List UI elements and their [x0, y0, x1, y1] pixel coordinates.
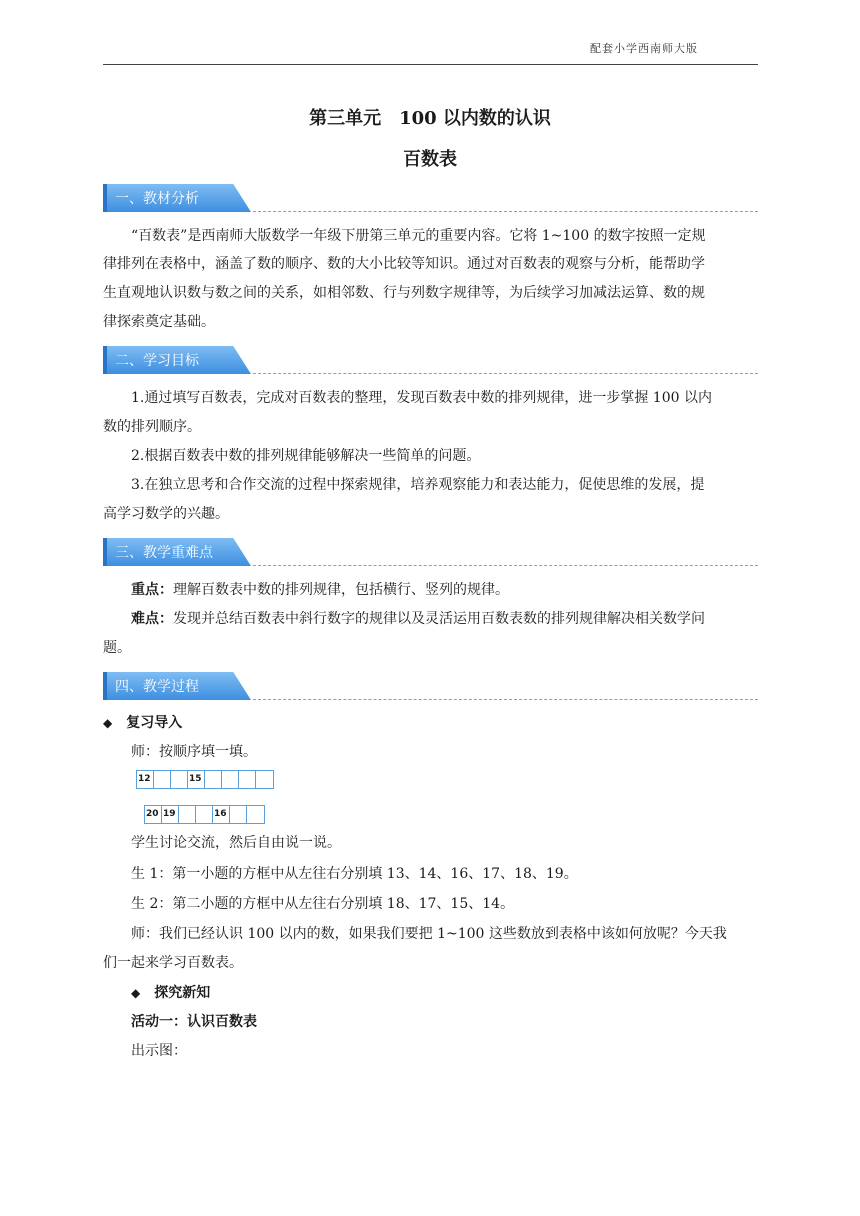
goal-line: 高学习数学的兴趣。 [103, 506, 229, 522]
diamond-bullet-icon: ◆ [131, 986, 141, 1000]
grid-cell [222, 771, 239, 788]
grid-cell: 16 [213, 806, 230, 823]
grid-cell [205, 771, 222, 788]
grid-cell: 15 [188, 771, 205, 788]
grid-cell [196, 806, 213, 823]
section-divider [253, 565, 758, 566]
grid-cell [179, 806, 196, 823]
analysis-line: “百数表”是西南师大版数学一年级下册第三单元的重要内容。它将 1~100 的数字按照一定规 [131, 228, 706, 244]
section-divider [253, 373, 758, 374]
grid-cell: 19 [162, 806, 179, 823]
section-label: 一、教材分析 [115, 191, 199, 207]
student-line: 生 1：第一小题的方框中从左往右分别填 13、14、16、17、18、19。 [131, 866, 578, 882]
grid-cell [230, 806, 247, 823]
section-header-analysis [103, 184, 758, 214]
grid-cell [171, 771, 188, 788]
goal-line: 2.根据百数表中数的排列规律能够解决一些简单的问题。 [131, 448, 481, 464]
focus-line [103, 576, 758, 604]
analysis-line: 律排列在表格中，涵盖了数的顺序、数的大小比较等知识。通过对百数表的观察与分析，能帮助学 [103, 256, 705, 272]
discuss-line: 学生讨论交流，然后自由说一说。 [131, 835, 341, 851]
fill-grid-row-1 [136, 770, 274, 789]
grid-cell: 12 [137, 771, 154, 788]
focus-label: 重点： [131, 582, 173, 598]
review-title: 复习导入 [126, 715, 183, 731]
teacher-line: 们一起来学习百数表。 [103, 955, 243, 971]
activity-heading: 活动一：认识百数表 [131, 1014, 257, 1030]
goal-line: 数的排列顺序。 [103, 419, 201, 435]
difficulty-line [103, 605, 758, 633]
grid-cell [247, 806, 264, 823]
header-note: 配套小学西南师大版 [590, 42, 698, 55]
grid-cell [154, 771, 171, 788]
section-divider [253, 211, 758, 212]
grid-cell [256, 771, 273, 788]
grid-cell: 20 [145, 806, 162, 823]
fill-grid-row-2 [144, 805, 265, 824]
goal-line: 1.通过填写百数表，完成对百数表的整理，发现百数表中数的排列规律，进一步掌握 100 以内 [131, 390, 712, 406]
goal-line: 3.在独立思考和合作交流的过程中探索规律，培养观察能力和表达能力，促使思维的发展，提 [131, 477, 705, 493]
header-rule [103, 64, 758, 65]
explore-heading [103, 979, 758, 1007]
teacher-line: 师：我们已经认识 100 以内的数，如果我们要把 1~100 这些数放到表格中该如何放呢？今天我 [131, 926, 727, 942]
analysis-line: 生直观地认识数与数之间的关系，如相邻数、行与列数字规律等，为后续学习加减法运算、数的规 [103, 285, 705, 301]
focus-text: 理解百数表中数的排列规律，包括横行、竖列的规律。 [173, 582, 509, 598]
show-line: 出示图： [131, 1043, 187, 1059]
grid-cell [239, 771, 256, 788]
section-label: 四、教学过程 [115, 679, 199, 695]
section-header-goals [103, 346, 758, 376]
unit-title: 第三单元 100 以内数的认识 [309, 108, 551, 129]
difficulty-line-cont: 题。 [103, 640, 131, 656]
teacher-line: 师：按顺序填一填。 [131, 744, 257, 760]
difficulty-text: 发现并总结百数表中斜行数字的规律以及灵活运用百数表数的排列规律解决相关数学问 [173, 611, 705, 627]
student-line: 生 2：第二小题的方框中从左往右分别填 18、17、15、14。 [131, 896, 515, 912]
lesson-title: 百数表 [403, 149, 457, 170]
diamond-bullet-icon: ◆ [103, 716, 113, 730]
section-label: 三、教学重难点 [115, 545, 213, 561]
section-label: 二、学习目标 [115, 353, 199, 369]
section-header-keypoints [103, 538, 758, 568]
section-divider [253, 699, 758, 700]
explore-title: 探究新知 [154, 985, 211, 1001]
section-header-process [103, 672, 758, 702]
review-heading [103, 709, 758, 737]
difficulty-label: 难点： [131, 611, 173, 627]
analysis-line: 律探索奠定基础。 [103, 314, 215, 330]
